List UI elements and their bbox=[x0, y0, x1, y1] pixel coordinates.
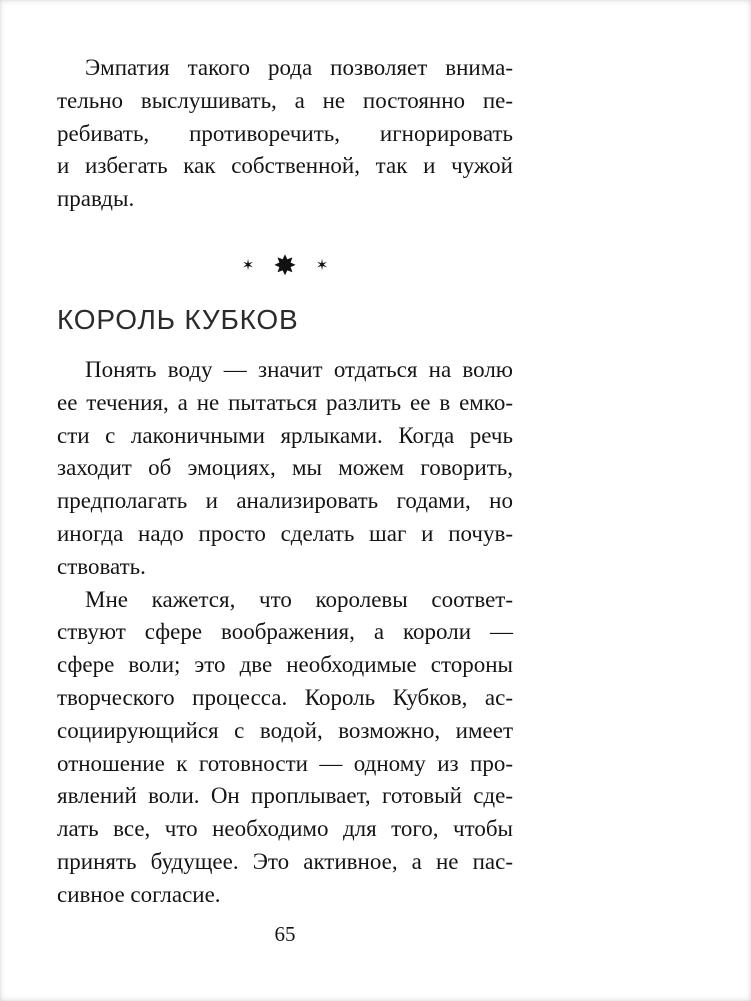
text-column bbox=[57, 52, 513, 947]
text-line: ее течения, а не пытаться разлить ее в емко- bbox=[57, 389, 513, 415]
paragraph-kings-and-queens bbox=[57, 584, 513, 912]
text-line: отношение к готовности — одному из про- bbox=[57, 750, 513, 776]
text-line: социирующийся с водой, возможно, имеет bbox=[57, 717, 513, 743]
text-line: лать все, что необходимо для того, чтобы bbox=[57, 816, 513, 842]
text-line: правды. bbox=[57, 186, 135, 212]
text-line: принять будущее. Это активное, а не пас- bbox=[57, 848, 513, 874]
page-number: 65 bbox=[274, 921, 296, 946]
paragraph-empathy bbox=[57, 52, 513, 216]
text-line: ствовать. bbox=[57, 553, 146, 579]
text-line: сти с лаконичными ярлыками. Когда речь bbox=[57, 422, 513, 448]
text-line: и избегать как собственной, так и чужой bbox=[57, 153, 513, 179]
text-line: Мне кажется, что королевы соответ- bbox=[85, 586, 513, 612]
starburst-icon: ✸ bbox=[273, 250, 297, 282]
text-line: явлений воли. Он проплывает, готовый сде- bbox=[57, 783, 513, 809]
text-line: сфере воли; это две необходимые стороны bbox=[57, 652, 513, 678]
text-line: ребивать, противоречить, игнорировать bbox=[57, 120, 513, 146]
text-line: тельно выслушивать, а не постоянно пе- bbox=[57, 87, 513, 113]
text-line: сивное согласие. bbox=[57, 881, 221, 907]
section-heading: КОРОЛЬ КУБКОВ bbox=[57, 303, 299, 335]
text-line: Понять воду — значит отдаться на волю bbox=[85, 356, 513, 382]
text-line: предполагать и анализировать годами, но bbox=[57, 488, 513, 514]
section-divider bbox=[57, 250, 513, 284]
paragraph-understand-water bbox=[57, 354, 513, 584]
text-line: Эмпатия такого рода позволяет внима- bbox=[85, 55, 513, 80]
text-line: ствуют сфере воображения, а короли — bbox=[57, 619, 513, 645]
text-line: заходит об эмоциях, мы можем говорить, bbox=[57, 455, 513, 481]
star-icon: ✶ bbox=[315, 258, 329, 275]
text-line: творческого процесса. Король Кубков, ас- bbox=[57, 684, 513, 710]
star-icon: ✶ bbox=[241, 258, 255, 275]
text-line: иногда надо просто сделать шаг и почув- bbox=[57, 520, 513, 546]
